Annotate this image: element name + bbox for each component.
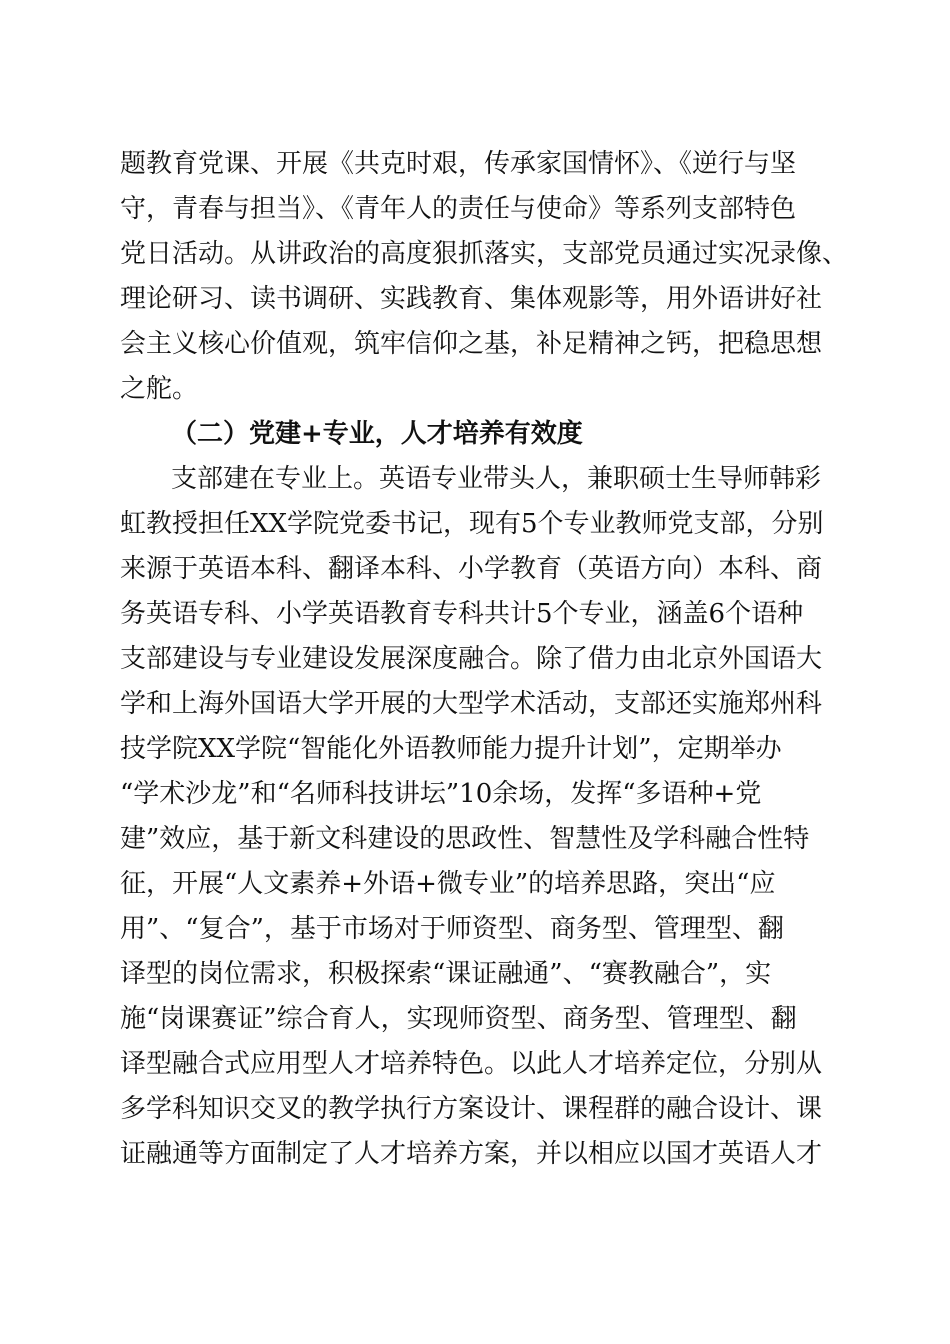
body-line: 会主义核心价值观，筑牢信仰之基，补足精神之钙，把稳思想: [120, 329, 823, 359]
body-line: 理论研习、读书调研、实践教育、集体观影等，用外语讲好社: [120, 284, 823, 314]
body-line: 题教育党课、开展《共克时艰，传承家国情怀》、《逆行与坚: [120, 149, 797, 179]
body-line: 之舵。: [120, 374, 199, 404]
body-line: 支部建在专业上。英语专业带头人，兼职硕士生导师韩彩: [171, 464, 822, 494]
body-line: 证融通等方面制定了人才培养方案，并以相应以国才英语人才: [120, 1139, 823, 1169]
body-line: 多学科知识交叉的教学执行方案设计、课程群的融合设计、课: [120, 1094, 823, 1124]
body-line: 用”、“复合”，基于市场对于师资型、商务型、管理型、翻: [120, 914, 784, 944]
body-line: 建”效应，基于新文科建设的思政性、智慧性及学科融合性特: [120, 824, 810, 854]
body-line: 党日活动。从讲政治的高度狠抓落实，支部党员通过实况录像、: [120, 239, 849, 269]
body-line: 技学院XX学院“智能化外语教师能力提升计划”，定期举办: [120, 734, 782, 764]
body-line: 守，青春与担当》、《青年人的责任与使命》等系列支部特色: [120, 194, 797, 224]
body-line: 征，开展“人文素养+外语+微专业”的培养思路，突出“应: [120, 869, 776, 899]
body-line: 施“岗课赛证”综合育人，实现师资型、商务型、管理型、翻: [120, 1004, 797, 1034]
body-line: 译型的岗位需求，积极探索“课证融通”、“赛教融合”，实: [120, 959, 772, 989]
body-line: 务英语专科、小学英语教育专科共计5个专业，涵盖6个语种: [120, 599, 804, 629]
body-line: 支部建设与专业建设发展深度融合。除了借力由北京外国语大: [120, 644, 823, 674]
body-line: 学和上海外国语大学开展的大型学术活动，支部还实施郑州科: [120, 689, 823, 719]
section-heading: （二）党建+专业，人才培养有效度: [171, 419, 583, 449]
body-line: 来源于英语本科、翻译本科、小学教育（英语方向）本科、商: [120, 554, 823, 584]
body-line: 译型融合式应用型人才培养特色。以此人才培养定位，分别从: [120, 1049, 823, 1079]
body-line: “学术沙龙”和“名师科技讲坛”10余场，发挥“多语种+党: [120, 779, 762, 809]
body-line: 虹教授担任XX学院党委书记，现有5个专业教师党支部，分别: [120, 509, 824, 539]
